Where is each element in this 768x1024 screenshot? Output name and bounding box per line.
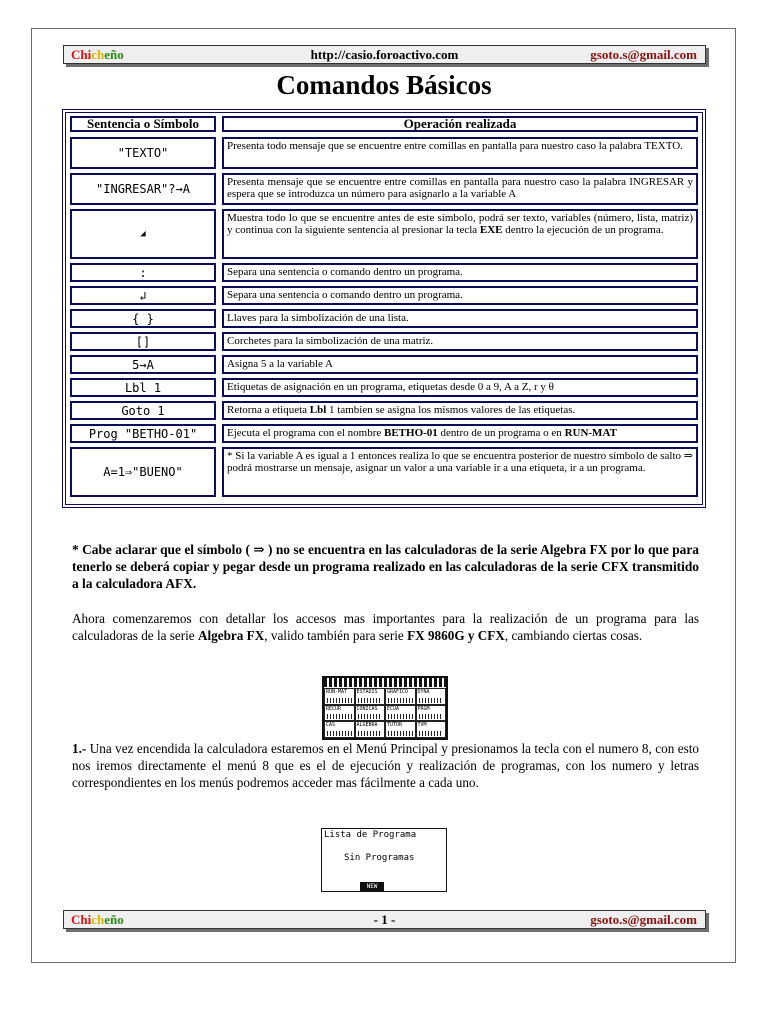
operation-cell: Llaves para la simbolización de una lista. (222, 309, 698, 328)
operation-cell: * Si la variable A es igual a 1 entonces realiza lo que se encuentra posterior de nuestro símbolo de salto ⇒ podrá mostrarse un mensaje, asignar un valor a una variable ir a una etiqueta, ir a un programa. (222, 447, 698, 497)
operation-cell: Presenta mensaje que se encuentre entre comillas en pantalla para nuestro caso la palabra INGRESAR y espera que se introduzca un número para asignarlo a la variable A (222, 173, 698, 205)
menu-tile: RECUR (324, 705, 355, 722)
command-cell: { } (70, 309, 216, 328)
table-row (70, 378, 698, 397)
command-cell: : (70, 263, 216, 282)
menu-tile-grid (324, 688, 446, 738)
footer-bar (63, 910, 706, 929)
command-cell: ↲ (70, 286, 216, 305)
header-email[interactable]: gsoto.s@gmail.com (590, 47, 697, 62)
command-cell: "INGRESAR"?→A (70, 173, 216, 205)
commands-table (62, 109, 706, 508)
operation-text: dentro de un programa o en (437, 427, 565, 439)
page-number: - 1 - (373, 912, 396, 927)
operation-text: 1 tambien se asigna los mismos valores de las etiquetas. (326, 404, 576, 416)
command-cell: Prog "BETHO-01" (70, 424, 216, 443)
menu-tile: TVM (416, 721, 447, 738)
menu-tile: CAS (324, 721, 355, 738)
menu-tile: TUTOR (385, 721, 416, 738)
operation-cell: Separa una sentencia o comando dentro un programa. (222, 263, 698, 282)
command-cell: A=1⇒"BUENO" (70, 447, 216, 497)
table-row (70, 447, 698, 497)
header-url[interactable]: http://casio.foroactivo.com (310, 47, 459, 62)
table-row (70, 332, 698, 351)
page-title: Comandos Básicos (276, 70, 492, 100)
table-header-row (70, 116, 698, 132)
intro-text: , cambiando ciertas cosas. (504, 628, 643, 643)
brand-part-1: Chi (71, 47, 92, 62)
operation-cell: Corchetes para la simbolización de una matriz. (222, 332, 698, 351)
table-row (70, 355, 698, 374)
step-1-paragraph (72, 740, 699, 791)
command-cell: [] (70, 332, 216, 351)
brand-part-2: ch (91, 912, 105, 927)
operation-text: Muestra todo lo que se encuentre antes de este símbolo, podrá ser texto, variables (número, lista, matriz) y continua con la siguiente sentencia al presionar la tecla (227, 212, 693, 236)
table-row (70, 209, 698, 259)
brand-part-2: ch (91, 47, 105, 62)
brand-part-3: eño (104, 47, 124, 62)
operation-cell (222, 424, 698, 443)
command-cell: ◢ (70, 209, 216, 259)
operation-cell: Presenta todo mensaje que se encuentre entre comillas en pantalla para nuestro caso la palabra TEXTO. (222, 137, 698, 169)
menu-tile: RUN-MAT (324, 688, 355, 705)
step-number: 1.- (72, 741, 87, 756)
operation-key: RUN-MAT (564, 427, 617, 439)
table-row (70, 401, 698, 420)
table-row (70, 424, 698, 443)
operation-text: Ejecuta el programa con el nombre (227, 427, 384, 439)
table-row (70, 137, 698, 169)
operation-cell (222, 209, 698, 259)
operation-text: Retorna a etiqueta (227, 404, 310, 416)
operation-key: EXE (479, 224, 503, 236)
table-row (70, 173, 698, 205)
menu-tile: ECUA (385, 705, 416, 722)
menu-tile: GRAFICO (385, 688, 416, 705)
intro-text: , valido también para serie (264, 628, 408, 643)
menu-tile: ALGEBRA (355, 721, 386, 738)
step-text: Una vez encendida la calculadora estaremos en el Menú Principal y presionamos la tecla con el numero 8, con esto nos iremos directamente el menú 8 que es el de ejecución y realización de programas, con los numero y letras correspondientes en los menús podremos acceder mas fácilmente a cada uno. (72, 741, 699, 790)
menu-icon-strip (324, 678, 446, 687)
program-list-message: Sin Programas (344, 853, 415, 863)
operation-cell: Asigna 5 a la variable A (222, 355, 698, 374)
operation-text: dentro la ejecución de un programa. (502, 224, 664, 236)
column-header-command: Sentencia o Símbolo (70, 116, 216, 132)
column-header-operation: Operación realizada (222, 116, 698, 132)
operation-key: Lbl (309, 404, 327, 416)
menu-tile: ESTADIS (355, 688, 386, 705)
menu-tile: PRGM (416, 705, 447, 722)
note-paragraph: * Cabe aclarar que el símbolo ( ⇒ ) no se encuentra en las calculadoras de la serie Algebra FX por lo que para tenerlo se deberá copiar y pegar desde un programa realizado en las calculadoras de la serie CFX transmitido a la calculadora AFX. (72, 542, 699, 591)
brand-part-3: eño (104, 912, 124, 927)
table-row (70, 286, 698, 305)
intro-text: Ahora comenzaremos con detallar los accesos mas importantes para la realización de un programa para las calculadoras de la serie (72, 611, 699, 643)
command-cell: Lbl 1 (70, 378, 216, 397)
operation-cell: Separa una sentencia o comando dentro un programa. (222, 286, 698, 305)
operation-cell (222, 401, 698, 420)
footer-email[interactable]: gsoto.s@gmail.com (590, 912, 697, 927)
menu-tile: DYNA (416, 688, 447, 705)
new-key: NEW (360, 882, 384, 891)
program-list-screenshot (321, 828, 447, 892)
command-cell: 5→A (70, 355, 216, 374)
menu-tile: CONICAS (355, 705, 386, 722)
table-row (70, 263, 698, 282)
main-menu-screenshot (322, 676, 448, 740)
intro-paragraph (72, 610, 699, 644)
intro-bold: Algebra FX (197, 628, 265, 643)
brand-part-1: Chi (71, 912, 92, 927)
command-cell: Goto 1 (70, 401, 216, 420)
intro-bold: FX 9860G y CFX (407, 628, 505, 643)
header-bar (63, 45, 706, 64)
operation-key: BETHO-01 (384, 427, 438, 439)
program-list-title: Lista de Programa (324, 830, 417, 840)
table-row (70, 309, 698, 328)
operation-cell: Etiquetas de asignación en un programa, etiquetas desde 0 a 9, A a Z, r y θ (222, 378, 698, 397)
command-cell: "TEXTO" (70, 137, 216, 169)
